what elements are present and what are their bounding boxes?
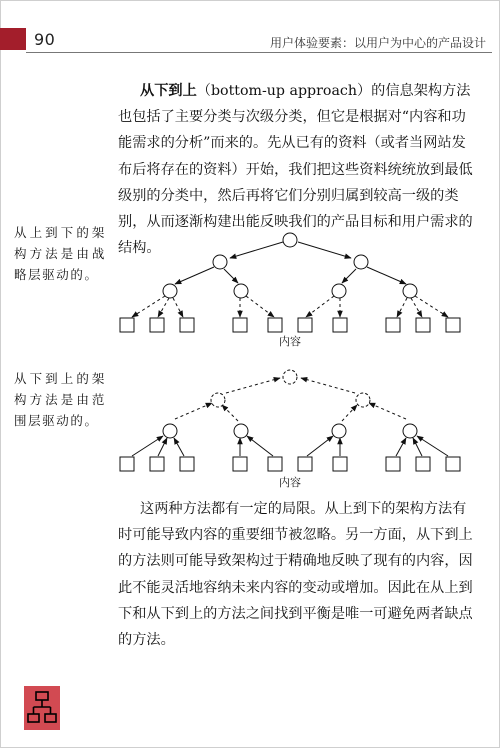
side-note-top-down: 从上到下的架构方法是由战略层驱动的。: [14, 225, 106, 282]
paragraph-1-body: （bottom-up approach）的信息架构方法也包括了主要分类与次级分类，但它是根据对“内容和功能需求的分析”而来的。先从已有的资料（或者当网站发布后将存在的资料）开始，我们把这些资料统统放到最低级别的分类中，然后再将它们分别归属到较高一级的类别，从而逐渐构建出能反映我们的产品目标和用户需求的结构。: [118, 83, 473, 257]
bottom-up-content-label: 内容: [279, 476, 301, 489]
hierarchy-icon: [24, 686, 60, 730]
top-down-content-label: 内容: [279, 335, 301, 348]
term-bottom-up: 从下到上: [140, 83, 197, 99]
page-number: 90: [34, 30, 56, 49]
paragraph-2-body: 这两种方法都有一定的局限。从上到下的架构方法有时可能导致内容的重要细节被忽略。另一方面，从下到上的方法则可能导致架构过于精确地反映了现有的内容，因此不能灵活地容纳未来内容的变动或增加。因此在从上到下和从下到上的方法之间找到平衡是唯一可避免两者缺点的方法。: [118, 501, 473, 649]
side-note-bottom-up: 从下到上的架构方法是由范围层驱动的。: [14, 371, 106, 428]
running-title: 用户体验要素：以用户为中心的产品设计: [269, 36, 486, 50]
hierarchy-icon-graphic: [24, 686, 60, 730]
paragraph-limitations: [118, 496, 474, 653]
top-down-diagram: [120, 233, 460, 332]
bottom-up-diagram: [120, 370, 460, 471]
